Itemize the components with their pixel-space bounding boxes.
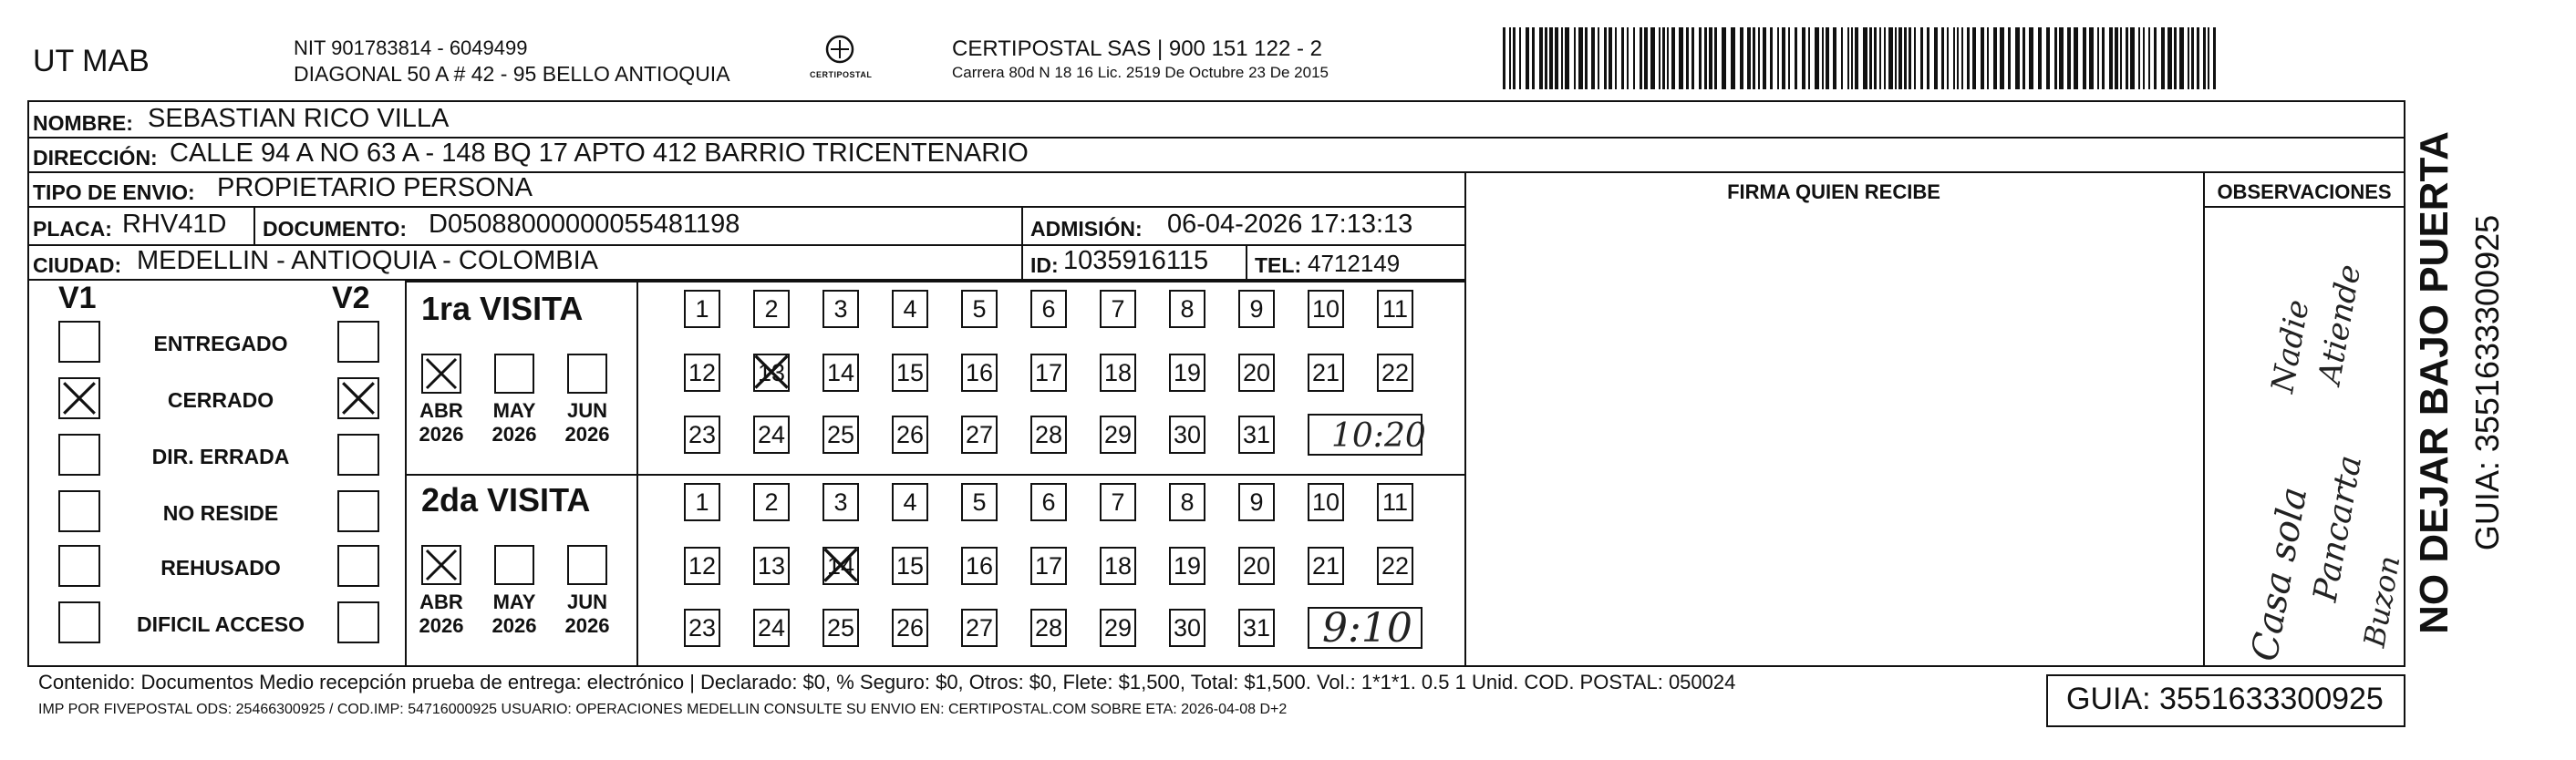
month-checkbox-jun[interactable] — [567, 354, 607, 394]
v2-checkbox-4[interactable] — [337, 545, 379, 587]
v2-checkbox-5[interactable] — [337, 601, 379, 643]
status-label: NO RESIDE — [162, 501, 279, 525]
placa-value: RHV41D — [122, 210, 227, 239]
month-label: ABR 2026 — [419, 399, 464, 446]
v2-checkbox-0[interactable] — [337, 321, 379, 363]
second-visit-day[interactable]: 13 — [753, 547, 790, 585]
first-visit-day[interactable]: 8 — [1169, 290, 1205, 328]
direccion-label: DIRECCIÓN: — [33, 146, 158, 169]
x-mark-icon — [60, 379, 98, 417]
second-visit-day[interactable]: 15 — [892, 547, 928, 585]
first-visit-day[interactable]: 13 — [753, 354, 790, 392]
second-visit-day[interactable]: 18 — [1100, 547, 1136, 585]
second-visit-day[interactable]: 26 — [892, 609, 928, 647]
second-visit-day[interactable]: 14 — [822, 547, 859, 585]
first-visit-day[interactable]: 15 — [892, 354, 928, 392]
observacion-note: Atiende — [2311, 262, 2369, 387]
x-mark-icon — [423, 355, 460, 392]
v1-label: V1 — [58, 281, 97, 315]
nombre-label: NOMBRE: — [33, 111, 133, 135]
status-label: ENTREGADO — [153, 332, 288, 355]
first-visit-day[interactable]: 31 — [1238, 416, 1275, 454]
second-visit-time: 9:10 — [1322, 605, 1412, 652]
second-visit-day[interactable]: 19 — [1169, 547, 1205, 585]
status-label: DIR. ERRADA — [151, 445, 290, 468]
second-visit-day[interactable]: 11 — [1377, 483, 1413, 521]
month-checkbox-abr[interactable] — [421, 545, 461, 585]
placa-label: PLACA: — [33, 217, 112, 241]
tel-label: TEL: — [1255, 253, 1302, 277]
company-address: DIAGONAL 50 A # 42 - 95 BELLO ANTIOQUIA — [294, 62, 730, 86]
second-visit-day[interactable]: 12 — [684, 547, 720, 585]
v1-checkbox-5[interactable] — [58, 601, 100, 643]
x-mark-icon — [339, 379, 378, 417]
tipo-label: TIPO DE ENVIO: — [33, 180, 195, 204]
x-mark-icon — [751, 352, 791, 392]
carrier-license: Carrera 80d N 18 16 Lic. 2519 De Octubre 23 De 2015 — [952, 64, 1329, 81]
first-visit-day[interactable]: 7 — [1100, 290, 1136, 328]
footer-line-1: Contenido: Documentos Medio recepción prueba de entrega: electrónico | Declarado: $0, % Seguro: $0, Otros: $0, Flete: $1,500, Total: $1,500. Vol.: 1*1*1. 0.5 1 Unid. COD. POSTAL: 050024 — [38, 671, 1736, 693]
month-checkbox-may[interactable] — [494, 545, 534, 585]
first-visit-day[interactable]: 10 — [1308, 290, 1344, 328]
first-visit-day[interactable]: 21 — [1308, 354, 1344, 392]
second-visit-day[interactable]: 31 — [1238, 609, 1275, 647]
second-visit-day[interactable]: 28 — [1030, 609, 1067, 647]
direccion-value: CALLE 94 A NO 63 A - 148 BQ 17 APTO 412 BARRIO TRICENTENARIO — [170, 139, 1029, 168]
first-visit-day[interactable]: 16 — [961, 354, 998, 392]
observacion-note: Casa sola — [2243, 484, 2316, 664]
documento-label: DOCUMENTO: — [263, 217, 408, 241]
second-visit-day[interactable]: 17 — [1030, 547, 1067, 585]
month-label: JUN 2026 — [564, 399, 610, 446]
logo-text: CERTIPOSTAL — [810, 70, 873, 79]
second-visit-day[interactable]: 23 — [684, 609, 720, 647]
first-visit-day[interactable]: 27 — [961, 416, 998, 454]
side-guia: GUIA: 3551633300925 — [2468, 214, 2506, 551]
month-label: ABR 2026 — [419, 591, 464, 637]
first-visit-day[interactable]: 14 — [822, 354, 859, 392]
second-visit-day[interactable]: 21 — [1308, 547, 1344, 585]
second-visit-day[interactable]: 1 — [684, 483, 720, 521]
barcode — [1503, 27, 2223, 89]
first-visit-day[interactable]: 29 — [1100, 416, 1136, 454]
observacion-note: Pancarta — [2306, 452, 2370, 605]
nombre-value: SEBASTIAN RICO VILLA — [148, 104, 450, 133]
first-visit-day[interactable]: 20 — [1238, 354, 1275, 392]
id-value: 1035916115 — [1063, 246, 1209, 275]
month-label: MAY 2026 — [491, 399, 537, 446]
second-visit-day[interactable]: 8 — [1169, 483, 1205, 521]
first-visit-day[interactable]: 5 — [961, 290, 998, 328]
company-name: UT MAB — [33, 44, 150, 78]
first-visit-day[interactable]: 1 — [684, 290, 720, 328]
first-visit-day[interactable]: 3 — [822, 290, 859, 328]
tel-value: 4712149 — [1308, 250, 1401, 277]
v2-checkbox-1[interactable] — [337, 377, 379, 419]
second-visit-day[interactable]: 24 — [753, 609, 790, 647]
firma-label: FIRMA QUIEN RECIBE — [1727, 180, 1940, 203]
second-visit-title: 2da VISITA — [421, 481, 591, 519]
month-checkbox-abr[interactable] — [421, 354, 461, 394]
x-mark-icon — [821, 545, 861, 585]
footer-line-2: IMP POR FIVEPOSTAL ODS: 25466300925 / COD.IMP: 54716000925 USUARIO: OPERACIONES MEDELLIN CONSULTE SU ENVIO EN: CERTIPOSTAL.COM SOBRE ETA: 2026-04-08 D+2 — [38, 702, 1288, 717]
first-visit-day[interactable]: 22 — [1377, 354, 1413, 392]
v2-checkbox-2[interactable] — [337, 434, 379, 476]
v1-checkbox-3[interactable] — [58, 490, 100, 532]
v1-checkbox-4[interactable] — [58, 545, 100, 587]
v1-checkbox-0[interactable] — [58, 321, 100, 363]
first-visit-day[interactable]: 12 — [684, 354, 720, 392]
v1-checkbox-2[interactable] — [58, 434, 100, 476]
second-visit-day[interactable]: 10 — [1308, 483, 1344, 521]
status-label: CERRADO — [167, 388, 274, 412]
month-checkbox-may[interactable] — [494, 354, 534, 394]
company-nit: NIT 901783814 - 6049499 — [294, 36, 528, 59]
second-visit-day[interactable]: 3 — [822, 483, 859, 521]
second-visit-day[interactable]: 27 — [961, 609, 998, 647]
side-notice: NO DEJAR BAJO PUERTA — [2412, 131, 2457, 634]
first-visit-day[interactable]: 30 — [1169, 416, 1205, 454]
first-visit-title: 1ra VISITA — [421, 290, 584, 327]
first-visit-day[interactable]: 18 — [1100, 354, 1136, 392]
first-visit-day[interactable]: 26 — [892, 416, 928, 454]
second-visit-day[interactable]: 4 — [892, 483, 928, 521]
first-visit-day[interactable]: 2 — [753, 290, 790, 328]
first-visit-day[interactable]: 11 — [1377, 290, 1413, 328]
first-visit-day[interactable]: 4 — [892, 290, 928, 328]
status-label: REHUSADO — [160, 556, 281, 580]
v2-checkbox-3[interactable] — [337, 490, 379, 532]
second-visit-day[interactable]: 6 — [1030, 483, 1067, 521]
second-visit-day[interactable]: 5 — [961, 483, 998, 521]
id-label: ID: — [1030, 253, 1059, 277]
first-visit-time: 10:20 — [1331, 417, 1426, 455]
second-visit-day[interactable]: 9 — [1238, 483, 1275, 521]
tipo-value: PROPIETARIO PERSONA — [217, 173, 533, 202]
observacion-note: Buzon — [2356, 553, 2407, 650]
month-checkbox-jun[interactable] — [567, 545, 607, 585]
month-label: MAY 2026 — [491, 591, 537, 637]
carrier-name: CERTIPOSTAL SAS | 900 151 122 - 2 — [952, 36, 1322, 61]
second-visit-day[interactable]: 2 — [753, 483, 790, 521]
documento-value: D05088000000055481198 — [429, 210, 740, 239]
admision-label: ADMISIÓN: — [1030, 217, 1143, 241]
second-visit-day[interactable]: 30 — [1169, 609, 1205, 647]
v2-label: V2 — [332, 281, 370, 315]
second-visit-day[interactable]: 25 — [822, 609, 859, 647]
footer-guia: GUIA: 3551633300925 — [2066, 682, 2384, 716]
first-visit-day[interactable]: 23 — [684, 416, 720, 454]
carrier-logo — [810, 33, 873, 89]
observaciones-label: OBSERVACIONES — [2217, 180, 2392, 203]
first-visit-day[interactable]: 24 — [753, 416, 790, 454]
admision-value: 06-04-2026 17:13:13 — [1167, 210, 1413, 239]
second-visit-day[interactable]: 20 — [1238, 547, 1275, 585]
first-visit-day[interactable]: 17 — [1030, 354, 1067, 392]
first-visit-day[interactable]: 28 — [1030, 416, 1067, 454]
x-mark-icon — [423, 547, 460, 583]
second-visit-day[interactable]: 29 — [1100, 609, 1136, 647]
first-visit-day[interactable]: 6 — [1030, 290, 1067, 328]
second-visit-day[interactable]: 16 — [961, 547, 998, 585]
first-visit-day[interactable]: 25 — [822, 416, 859, 454]
observacion-note: Nadie — [2264, 296, 2317, 396]
month-label: JUN 2026 — [564, 591, 610, 637]
ciudad-label: CIUDAD: — [33, 253, 122, 277]
status-label: DIFICIL ACCESO — [136, 612, 305, 636]
v1-checkbox-1[interactable] — [58, 377, 100, 419]
second-visit-day[interactable]: 7 — [1100, 483, 1136, 521]
first-visit-day[interactable]: 19 — [1169, 354, 1205, 392]
ciudad-value: MEDELLIN - ANTIOQUIA - COLOMBIA — [137, 246, 598, 275]
second-visit-day[interactable]: 22 — [1377, 547, 1413, 585]
logo-icon — [822, 33, 858, 66]
first-visit-day[interactable]: 9 — [1238, 290, 1275, 328]
